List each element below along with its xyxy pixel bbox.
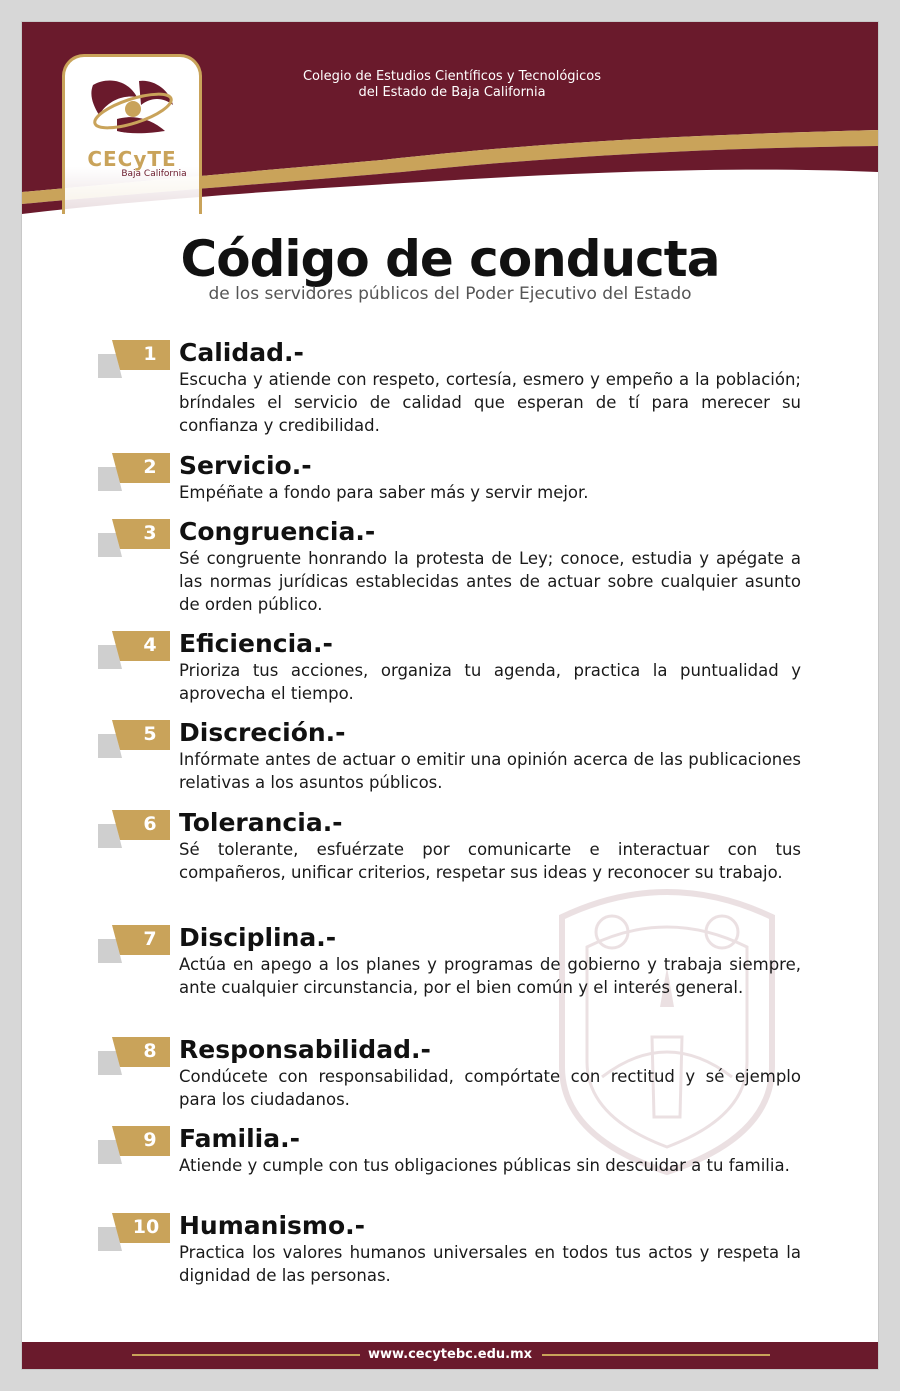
item-number: 8 (143, 1040, 157, 1062)
item-number: 7 (143, 928, 157, 950)
institution-name (272, 69, 632, 101)
item-number: 6 (143, 813, 157, 835)
item-description: Condúcete con responsabilidad, compórtate con rectitud y sé ejemplo para los ciudadanos. (179, 1067, 801, 1109)
item-title: Servicio.- (179, 451, 312, 480)
poster (22, 22, 878, 1369)
page-subtitle: de los servidores públicos del Poder Ejecutivo del Estado (208, 284, 692, 304)
institution-line-1: Colegio de Estudios Científicos y Tecnológicos (302, 69, 602, 84)
item-description: Practica los valores humanos universales en todos tus actos y respeta la dignidad de las personas. (179, 1243, 801, 1285)
cecyte-emblem-icon (87, 75, 179, 147)
item-description: Infórmate antes de actuar o emitir una opinión acerca de las publicaciones relativas a los asuntos públicos. (179, 750, 801, 792)
footer-bar (22, 1342, 878, 1369)
state-seal-watermark-icon (542, 877, 792, 1177)
item-title: Familia.- (179, 1124, 300, 1153)
item-number: 5 (143, 723, 157, 745)
item-title: Discreción.- (179, 718, 346, 747)
institution-line-2: del Estado de Baja California (358, 85, 546, 100)
item-description: Empéñate a fondo para saber más y servir mejor. (179, 483, 589, 502)
item-number: 10 (132, 1216, 160, 1238)
item-title: Eficiencia.- (179, 629, 333, 658)
cecyte-logo (62, 54, 202, 214)
item-title: Congruencia.- (179, 517, 376, 546)
item-description: Actúa en apego a los planes y programas de gobierno y trabaja siempre, ante cualquier circunstancia, por el bien común y el interés general. (179, 955, 801, 997)
item-number: 3 (143, 522, 157, 544)
item-title: Humanismo.- (179, 1211, 365, 1240)
logo-text: CECyTE (87, 147, 177, 171)
item-number: 1 (143, 343, 157, 365)
item-number: 9 (143, 1129, 157, 1151)
item-title: Responsabilidad.- (179, 1035, 431, 1064)
item-description: Sé tolerante, esfuérzate por comunicarte e interactuar con tus compañeros, unificar criterios, respetar sus ideas y reconocer su trabajo. (179, 840, 801, 882)
item-description: Prioriza tus acciones, organiza tu agenda, practica la puntualidad y aprovecha el tiempo. (179, 661, 801, 703)
logo-subtext: Baja California (121, 169, 187, 179)
item-description: Sé congruente honrando la protesta de Ley; conoce, estudia y apégate a las normas jurídicas establecidas antes de actuar sobre cualquier asunto de orden público. (179, 549, 801, 614)
item-title: Disciplina.- (179, 923, 337, 952)
page-title: Código de conducta (180, 230, 720, 288)
item-description: Escucha y atiende con respeto, cortesía, esmero y empeño a la población; bríndales el servicio de calidad que esperan de tí para merecer su confianza y credibilidad. (179, 370, 801, 435)
item-number: 2 (143, 456, 157, 478)
item-number: 4 (143, 634, 157, 656)
item-title: Calidad.- (179, 338, 304, 367)
item-description: Atiende y cumple con tus obligaciones públicas sin descuidar a tu familia. (179, 1156, 790, 1175)
item-title: Tolerancia.- (179, 808, 343, 837)
website-link[interactable]: www.cecytebc.edu.mx (367, 1347, 533, 1362)
